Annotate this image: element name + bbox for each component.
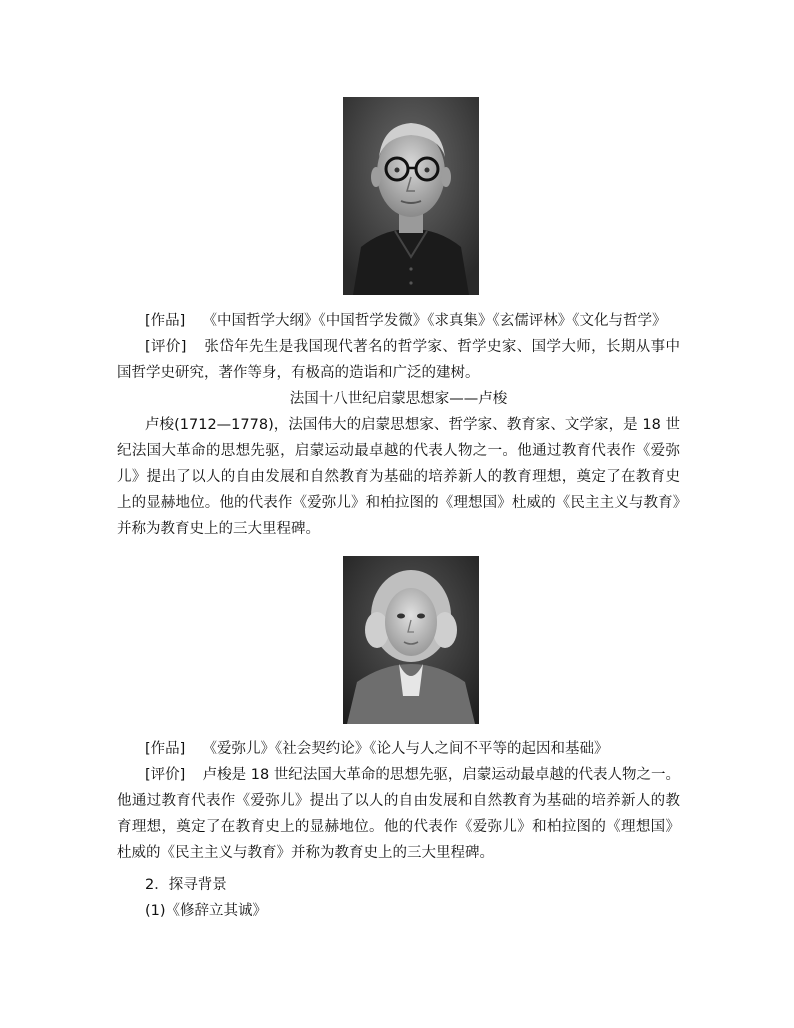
works-label: [作品] [145, 741, 186, 757]
works-text: 《中国哲学大纲》《中国哲学发微》《求真集》《玄儒评林》《文化与哲学》 [202, 313, 667, 329]
works-paragraph-1 [117, 308, 680, 334]
works-label: [作品] [145, 313, 186, 329]
portrait-image [343, 556, 479, 724]
works-text: 《爱弥儿》《社会契约论》《论人与人之间不平等的起因和基础》 [202, 741, 609, 757]
sub-item: (1)《修辞立其诚》 [145, 903, 268, 919]
portrait-image [343, 97, 479, 295]
review-paragraph-1 [117, 334, 680, 386]
rousseau-intro-paragraph: 卢梭(1712—1778)，法国伟大的启蒙思想家、哲学家、教育家、文学家，是 18 世纪法国大革命的思想先驱，启蒙运动最卓越的代表人物之一。他通过教育代表作《爱弥儿》提出了以人的自由发展和自然教育为基础的培养新人的教育理想，奠定了在教育史上的显赫地位。他的代表作《爱弥儿》和柏拉图的《理想国》杜威的《民主主义与教育》并称为教育史上的三大里程碑。 [117, 417, 680, 537]
review-label: [评价] [145, 767, 186, 783]
review-label: [评价] [145, 339, 187, 355]
review-paragraph-2 [117, 762, 680, 866]
works-paragraph-2 [117, 736, 680, 762]
portrait-photo-zhang-dainian [343, 97, 479, 295]
rousseau-heading: 法国十八世纪启蒙思想家——卢梭 [289, 391, 508, 407]
portrait-photo-rousseau [343, 556, 479, 724]
review-text: 张岱年先生是我国现代著名的哲学家、哲学史家、国学大师，长期从事中国哲学史研究，著作等身，有极高的造诣和广泛的建树。 [117, 339, 680, 381]
numbered-item: 2．探寻背景 [145, 877, 227, 893]
review-text: 卢梭是 18 世纪法国大革命的思想先驱，启蒙运动最卓越的代表人物之一。他通过教育代表作《爱弥儿》提出了以人的自由发展和自然教育为基础的培养新人的教育理想，奠定了在教育史上的显赫地位。他的代表作《爱弥儿》和柏拉图的《理想国》杜威的《民主主义与教育》并称为教育史上的三大里程碑。 [117, 767, 681, 861]
